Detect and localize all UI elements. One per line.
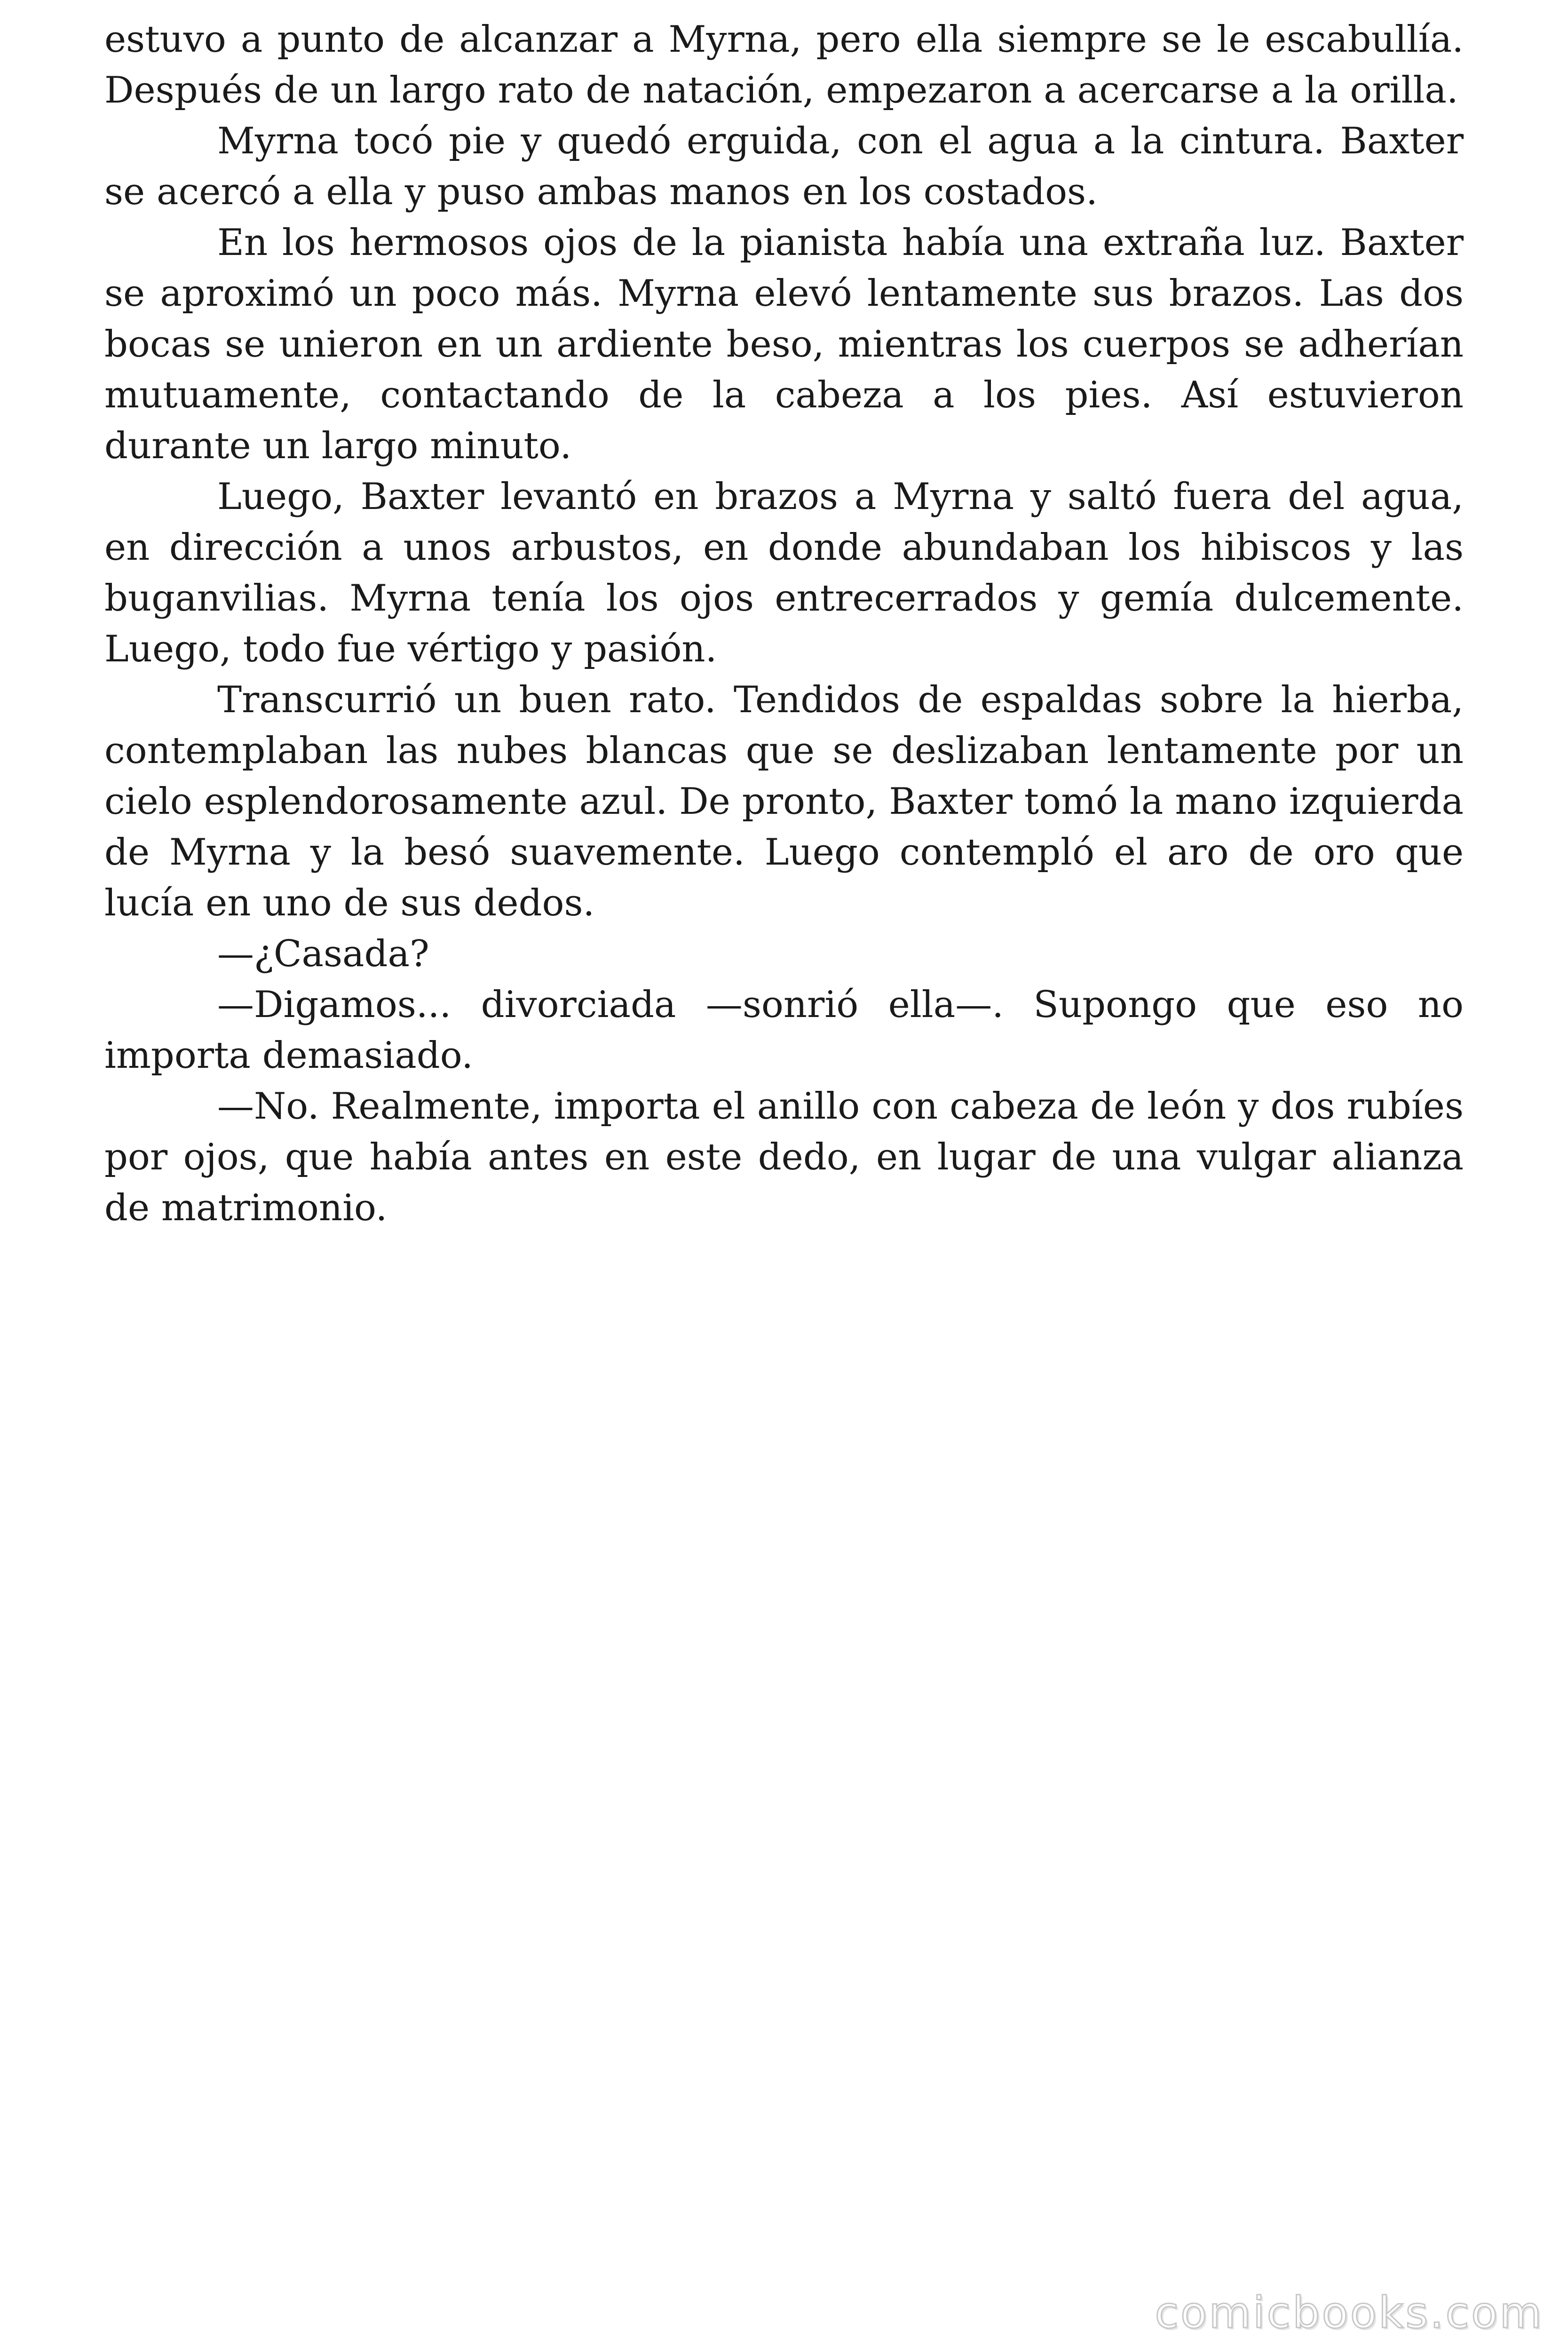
paragraph: estuvo a punto de alcanzar a Myrna, pero ella siempre se le escabullía. Después de un largo rato de natación, empezaron a acercarse a la orilla. (104, 18, 1464, 111)
dialogue-line: —Digamos... divorciada —sonrió ella—. Supongo que eso no importa demasiado. (104, 984, 1464, 1077)
dialogue-line: —¿Casada? (217, 933, 429, 975)
paragraph: Transcurrió un buen rato. Tendidos de espaldas sobre la hierba, contemplaban las nubes blancas que se deslizaban lentamente por un cielo esplendorosamente azul. De pronto, Baxter tomó la mano izquierda de Myrna y la besó suavemente. Luego contempló el aro de oro que lucía en uno de sus dedos. (104, 679, 1464, 924)
watermark: comicbooks.com (1155, 2288, 1544, 2338)
body-text (104, 14, 1464, 1233)
dialogue-line: —No. Realmente, importa el anillo con cabeza de león y dos rubíes por ojos, que había antes en este dedo, en lugar de una vulgar alianza de matrimonio. (104, 1085, 1464, 1229)
paragraph: Myrna tocó pie y quedó erguida, con el agua a la cintura. Baxter se acercó a ella y puso ambas manos en los costados. (104, 120, 1464, 213)
paragraph: Luego, Baxter levantó en brazos a Myrna y saltó fuera del agua, en dirección a unos arbustos, en donde abundaban los hibiscos y las buganvilias. Myrna tenía los ojos entrecerrados y gemía dulcemente. Luego, todo fue vértigo y pasión. (104, 476, 1464, 670)
paragraph: En los hermosos ojos de la pianista había una extraña luz. Baxter se aproximó un poco más. Myrna elevó lentamente sus brazos. Las dos bocas se unieron en un ardiente beso, mientras los cuerpos se adherían mutuamente, contactando de la cabeza a los pies. Así estuvieron durante un largo minuto. (104, 222, 1464, 467)
